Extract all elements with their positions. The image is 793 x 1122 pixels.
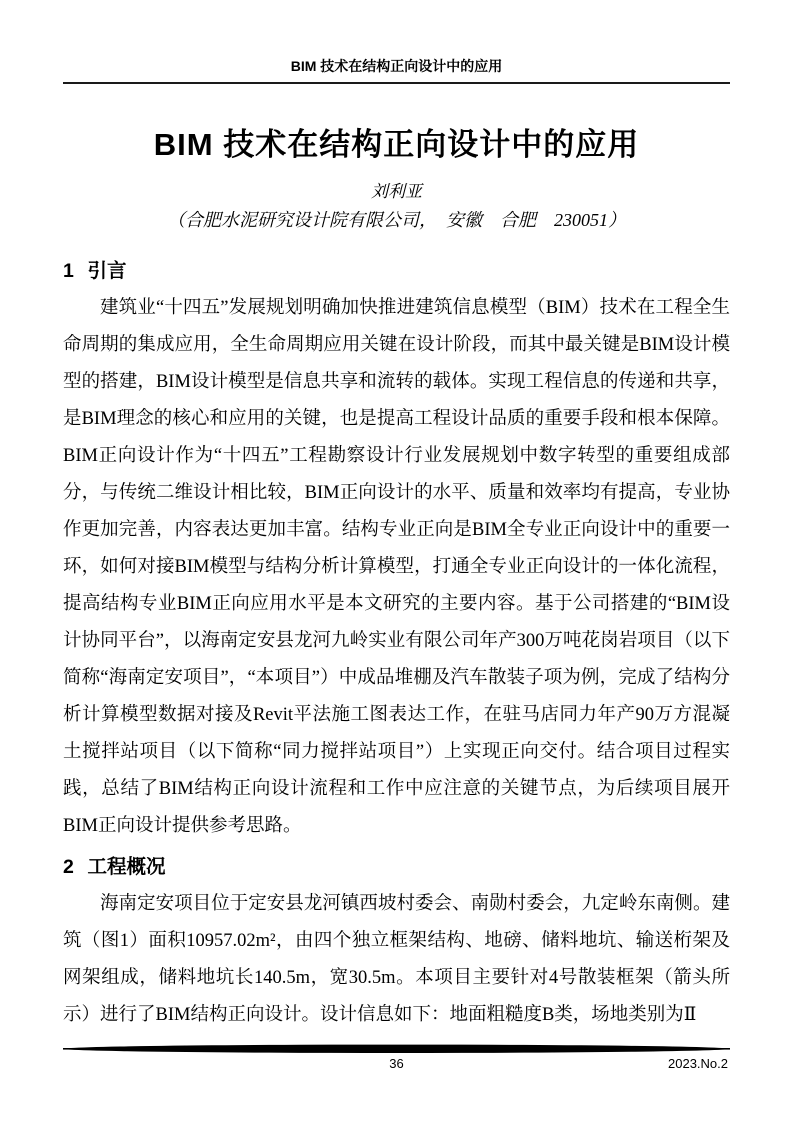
section-heading-project-overview (63, 852, 730, 882)
author-name: 刘利亚 (371, 182, 422, 201)
section-number: 1 (63, 260, 74, 282)
header-rule (63, 82, 730, 84)
section-heading-introduction (63, 256, 730, 286)
page-number: 36 (389, 1056, 404, 1071)
footer-divider-lens (63, 1044, 730, 1054)
footer-row (63, 1055, 730, 1073)
section-title: 工程概况 (87, 856, 166, 878)
section-title: 引言 (87, 260, 127, 282)
page-footer (63, 1044, 730, 1073)
affiliation: （合肥水泥研究设计院有限公司， 安徽 合肥 230051） (167, 210, 626, 230)
body-paragraph-introduction: 建筑业“十四五”发展规划明确加快推进建筑信息模型（BIM）技术在工程全生命周期的集成应用，全生命周期应用关键在设计阶段，而其中最关键是BIM设计模型的搭建，BIM设计模型是信息共享和流转的载体。实现工程信息的传递和共享，是BIM理念的核心和应用的关键，也是提高工程设计品质的重要手段和根本保障。BIM正向设计作为“十四五”工程勘察设计行业发展规划中数字转型的重要组成部分，与传统二维设计相比较，BIM正向设计的水平、质量和效率均有提高，专业协作更加完善，内容表达更加丰富。结构专业正向是BIM全专业正向设计中的重要一环，如何对接BIM模型与结构分析计算模型，打通全专业正向设计的一体化流程，提高结构专业BIM正向应用水平是本文研究的主要内容。基于公司搭建的“BIM设计协同平台”，以海南定安县龙河九岭实业有限公司年产300万吨花岗岩项目（以下简称“海南定安项目”，“本项目”）中成品堆棚及汽车散装子项为例，完成了结构分析计算模型数据对接及Revit平法施工图表达工作，在驻马店同力年产90万方混凝土搅拌站项目（以下简称“同力搅拌站项目”）上实现正向交付。结合项目过程实践，总结了BIM结构正向设计流程和工作中应注意的关键节点，为后续项目展开BIM正向设计提供参考思路。 (63, 298, 730, 836)
body-paragraph-project-overview: 海南定安项目位于定安县龙河镇西坡村委会、南勋村委会，九定岭东南侧。建筑（图1）面积10957.02m²，由四个独立框架结构、地磅、储料地坑、输送桁架及网架组成，储料地坑长140.5m，宽30.5m。本项目主要针对4号散装框架（箭头所示）进行了BIM结构正向设计。设计信息如下：地面粗糙度B类，场地类别为Ⅱ (63, 894, 730, 1025)
issue-label: 2023.No.2 (668, 1056, 728, 1071)
paper-title: BIM 技术在结构正向设计中的应用 (153, 127, 640, 162)
running-title: BIM 技术在结构正向设计中的应用 (290, 58, 503, 74)
section-number: 2 (63, 856, 74, 878)
